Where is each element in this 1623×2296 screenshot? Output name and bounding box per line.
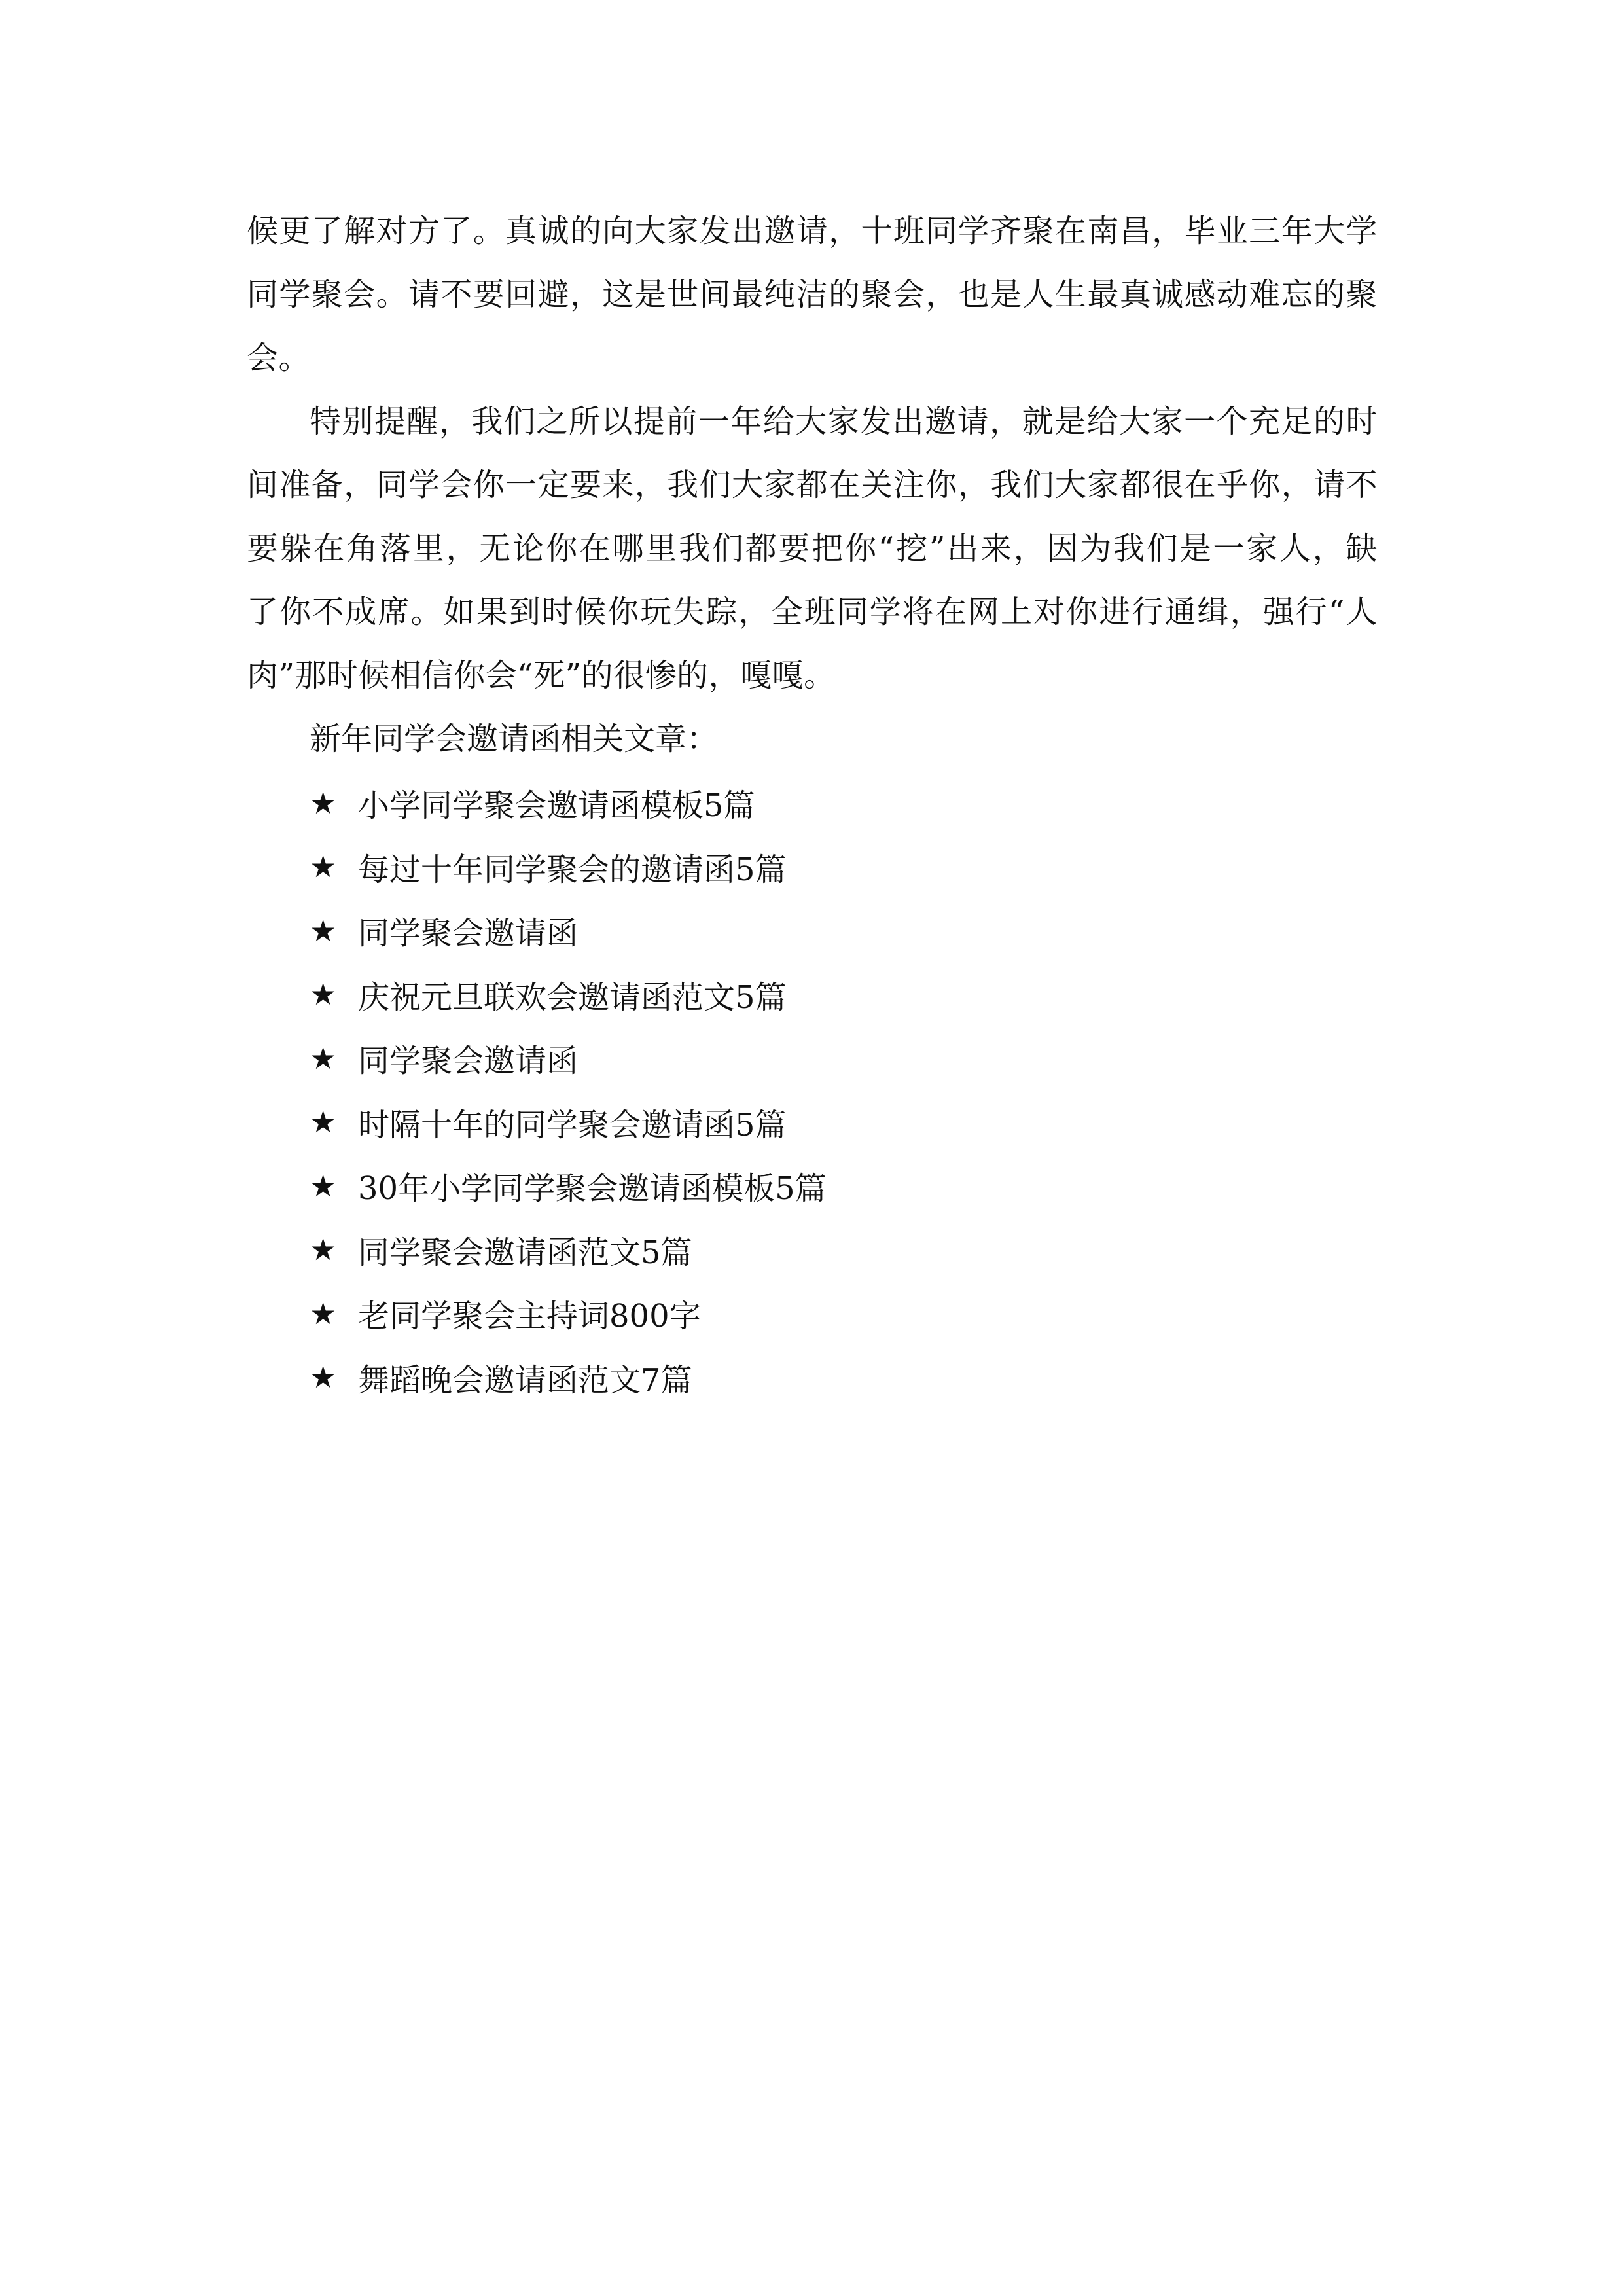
star-icon: ★	[310, 1168, 337, 1204]
list-item[interactable]	[247, 1090, 1378, 1155]
paragraph-line: 肉”那时候相信你会“死”的很惨的，嘎嘎。	[247, 657, 836, 694]
list-item[interactable]	[247, 963, 1378, 1027]
star-icon: ★	[310, 785, 337, 821]
list-item[interactable]	[247, 899, 1378, 963]
paragraph-continued	[247, 200, 1378, 390]
related-article-link[interactable]: 30年小学同学聚会邀请函模板5篇	[358, 1170, 827, 1208]
list-item[interactable]	[247, 1282, 1378, 1346]
related-article-link[interactable]: 庆祝元旦联欢会邀请函范文5篇	[358, 978, 787, 1016]
star-icon: ★	[310, 849, 337, 885]
list-item[interactable]	[247, 1154, 1378, 1218]
star-icon: ★	[310, 1104, 337, 1140]
star-icon: ★	[310, 977, 337, 1013]
related-article-link[interactable]: 同学聚会邀请函	[358, 1043, 579, 1080]
related-article-link[interactable]: 同学聚会邀请函	[358, 915, 579, 952]
related-article-link[interactable]: 老同学聚会主持词800字	[358, 1298, 701, 1335]
related-article-link[interactable]: 同学聚会邀请函范文5篇	[358, 1234, 692, 1271]
star-icon: ★	[310, 1359, 337, 1395]
list-item[interactable]	[247, 1026, 1378, 1090]
paragraph-line: 同学聚会。请不要回避，这是世间最纯洁的聚会，也是人生最真诚感动难忘的聚	[247, 276, 1378, 313]
paragraph-reminder	[247, 390, 1378, 708]
list-item[interactable]	[247, 835, 1378, 899]
document-body	[247, 200, 1378, 1409]
related-article-link[interactable]: 时隔十年的同学聚会邀请函5篇	[358, 1106, 787, 1143]
related-article-link[interactable]: 小学同学聚会邀请函模板5篇	[358, 787, 755, 825]
paragraph-line: 会。	[247, 340, 311, 376]
paragraph-line: 特别提醒，我们之所以提前一年给大家发出邀请，就是给大家一个充足的时	[310, 403, 1378, 440]
list-item[interactable]	[247, 1218, 1378, 1282]
paragraph-line: 要躲在角落里，无论你在哪里我们都要把你“挖”出来，因为我们是一家人，缺	[247, 530, 1378, 567]
paragraph-line: 间准备，同学会你一定要来，我们大家都在关注你，我们大家都很在乎你，请不	[247, 467, 1378, 503]
related-articles-heading: 新年同学会邀请函相关文章：	[310, 721, 719, 757]
related-article-link[interactable]: 舞蹈晚会邀请函范文7篇	[358, 1361, 692, 1399]
related-article-link[interactable]: 每过十年同学聚会的邀请函5篇	[358, 851, 787, 888]
list-item[interactable]	[247, 1346, 1378, 1410]
paragraph-line: 候更了解对方了。真诚的向大家发出邀请，十班同学齐聚在南昌，毕业三年大学	[247, 213, 1378, 249]
star-icon: ★	[310, 1295, 337, 1331]
paragraph-line: 了你不成席。如果到时候你玩失踪，全班同学将在网上对你进行通缉，强行“人	[247, 594, 1378, 630]
star-icon: ★	[310, 912, 337, 948]
star-icon: ★	[310, 1232, 337, 1268]
star-icon: ★	[310, 1040, 337, 1076]
list-item[interactable]	[247, 771, 1378, 835]
related-articles-list	[247, 771, 1378, 1409]
